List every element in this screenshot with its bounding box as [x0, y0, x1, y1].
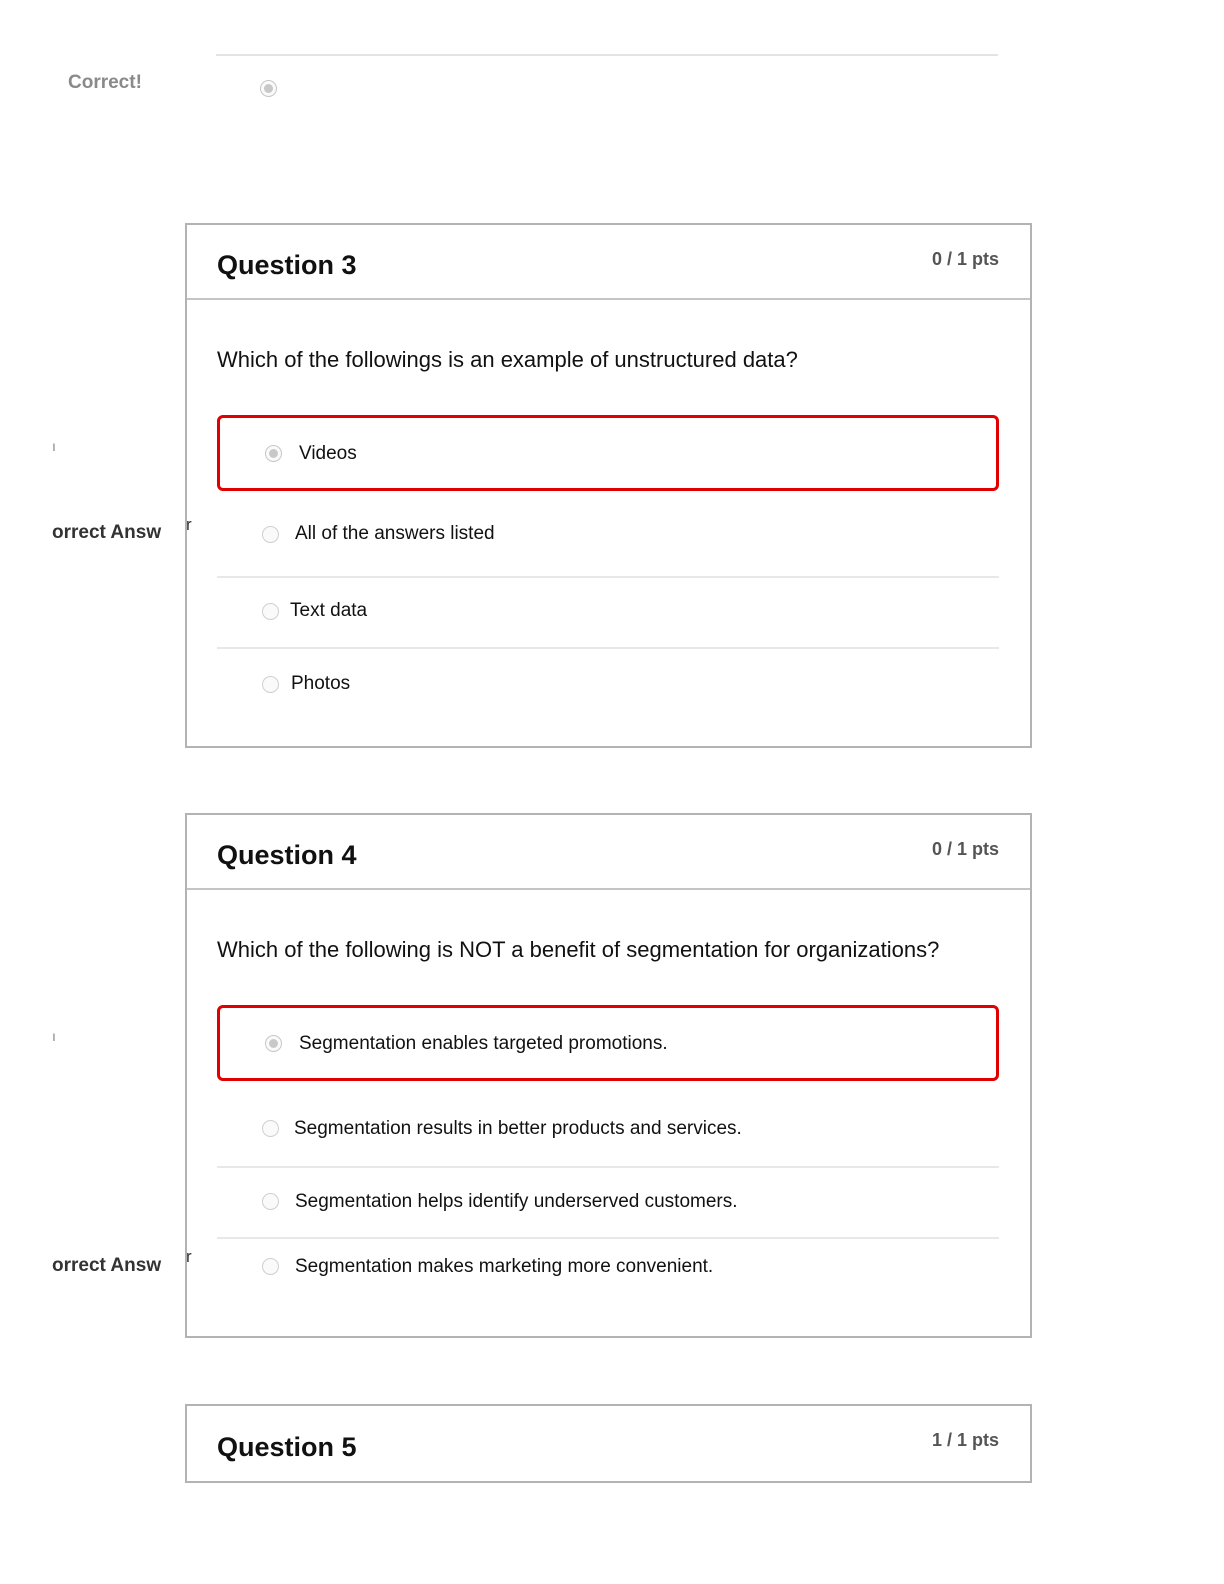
answer-option-selected-incorrect[interactable] [217, 415, 999, 491]
answer-option[interactable] [217, 1168, 999, 1239]
answer-label: Text data [290, 600, 368, 621]
correct-answer-side-label: orrect Answ [52, 522, 162, 543]
question-text: Which of the following is NOT a benefit of segmentation for organizations? [217, 937, 940, 962]
radio-selected-icon[interactable] [265, 445, 282, 462]
radio-icon[interactable] [262, 603, 279, 620]
answer-label: Segmentation results in better products and services. [294, 1118, 742, 1139]
side-marker: ı [52, 438, 56, 454]
question-title: Question 4 [217, 840, 357, 870]
question-card-3 [185, 223, 1032, 748]
correct-answer-side-label: orrect Answ [52, 1255, 162, 1276]
answer-label: Segmentation helps identify underserved customers. [295, 1191, 738, 1212]
answer-option[interactable] [217, 649, 999, 721]
answer-label: Segmentation enables targeted promotions. [299, 1033, 668, 1054]
question-card-5 [185, 1404, 1032, 1483]
previous-selected-radio-icon[interactable] [260, 80, 277, 97]
answer-label: Segmentation makes marketing more convenient. [295, 1256, 714, 1277]
correct-answer-side-label-tail: r [186, 515, 192, 534]
question-card-4 [185, 813, 1032, 1338]
answer-option[interactable] [217, 578, 999, 649]
question-title: Question 3 [217, 250, 357, 280]
radio-icon[interactable] [262, 1120, 279, 1137]
question-points: 0 / 1 pts [931, 839, 999, 859]
answer-option-selected-incorrect[interactable] [217, 1005, 999, 1081]
radio-selected-icon[interactable] [265, 1035, 282, 1052]
question-title: Question 5 [217, 1432, 357, 1462]
radio-icon[interactable] [262, 676, 279, 693]
side-marker: ı [52, 1028, 56, 1044]
radio-icon[interactable] [262, 1193, 279, 1210]
question-points: 1 / 1 pts [931, 1430, 999, 1450]
correct-indicator-label: Correct! [68, 72, 142, 93]
correct-answer-side-label-tail: r [186, 1247, 192, 1266]
previous-question-divider [216, 54, 998, 56]
answer-option[interactable] [217, 506, 999, 578]
radio-icon[interactable] [262, 1258, 279, 1275]
answer-option[interactable] [217, 1096, 999, 1168]
radio-icon[interactable] [262, 526, 279, 543]
question-header [187, 815, 1030, 890]
answer-label: All of the answers listed [295, 523, 495, 544]
answer-label: Photos [291, 673, 351, 694]
question-text: Which of the followings is an example of unstructured data? [217, 347, 798, 372]
question-points: 0 / 1 pts [931, 249, 999, 269]
question-header [187, 225, 1030, 300]
answer-option[interactable] [217, 1239, 999, 1311]
question-header [187, 1406, 1030, 1479]
answer-label: Videos [299, 443, 357, 464]
